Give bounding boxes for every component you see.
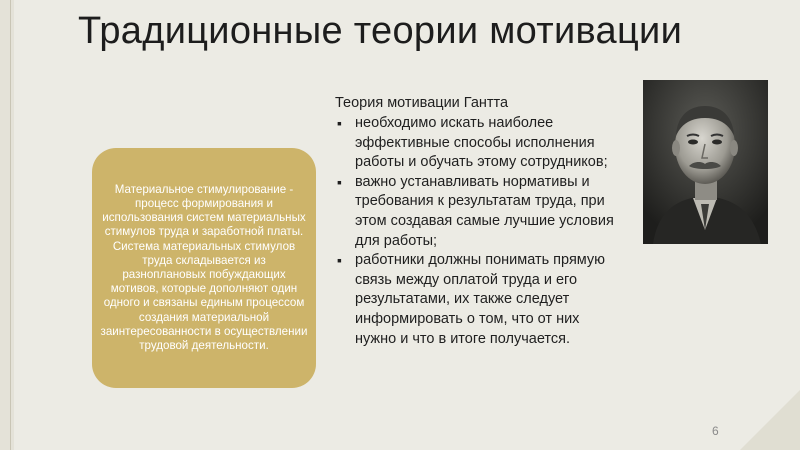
slide-accent-line [10,0,11,450]
portrait-photo [643,80,768,244]
bullet-text: необходимо искать наиболее эффективные способы исполнения работы и обучать этому сотрудников; [355,115,608,171]
bullet-text: важно устанавливать нормативы и требования к результатам труда, при этом создавая самые лучшие условия для работы; [355,173,614,249]
bullet-icon: ▪ [337,252,342,269]
portrait-illustration [643,80,768,244]
definition-card-text: Материальное стимулирование - процесс формирования и использования систем материальных стимулов труда и заработной платы. Система материальных стимулов труда складывается из разноплановых побуждающих мотивов, которые дополняют один одного и связаны единым процессом создания материальной заинтересованности в осуществлении трудовой деятельности. [100,182,308,353]
page-number: 6 [712,424,719,438]
bullet-item [333,173,623,251]
theory-bullet-list [333,114,623,349]
bullet-item [333,114,623,173]
bullet-icon: ▪ [337,115,342,131]
definition-card [92,148,316,388]
slide-title: Традиционные теории мотивации [78,10,683,52]
slide-corner-decoration [740,390,800,450]
slide-left-bar [0,0,14,450]
bullet-text: работники должны понимать прямую связь между оплатой труда и его результатами, их также следует информировать о том, что от них нужно и что в итоге получается. [355,252,606,347]
bullet-item [333,251,623,349]
theory-subtitle: Теория мотивации Гантта [335,95,509,111]
bullet-icon: ▪ [337,173,342,190]
